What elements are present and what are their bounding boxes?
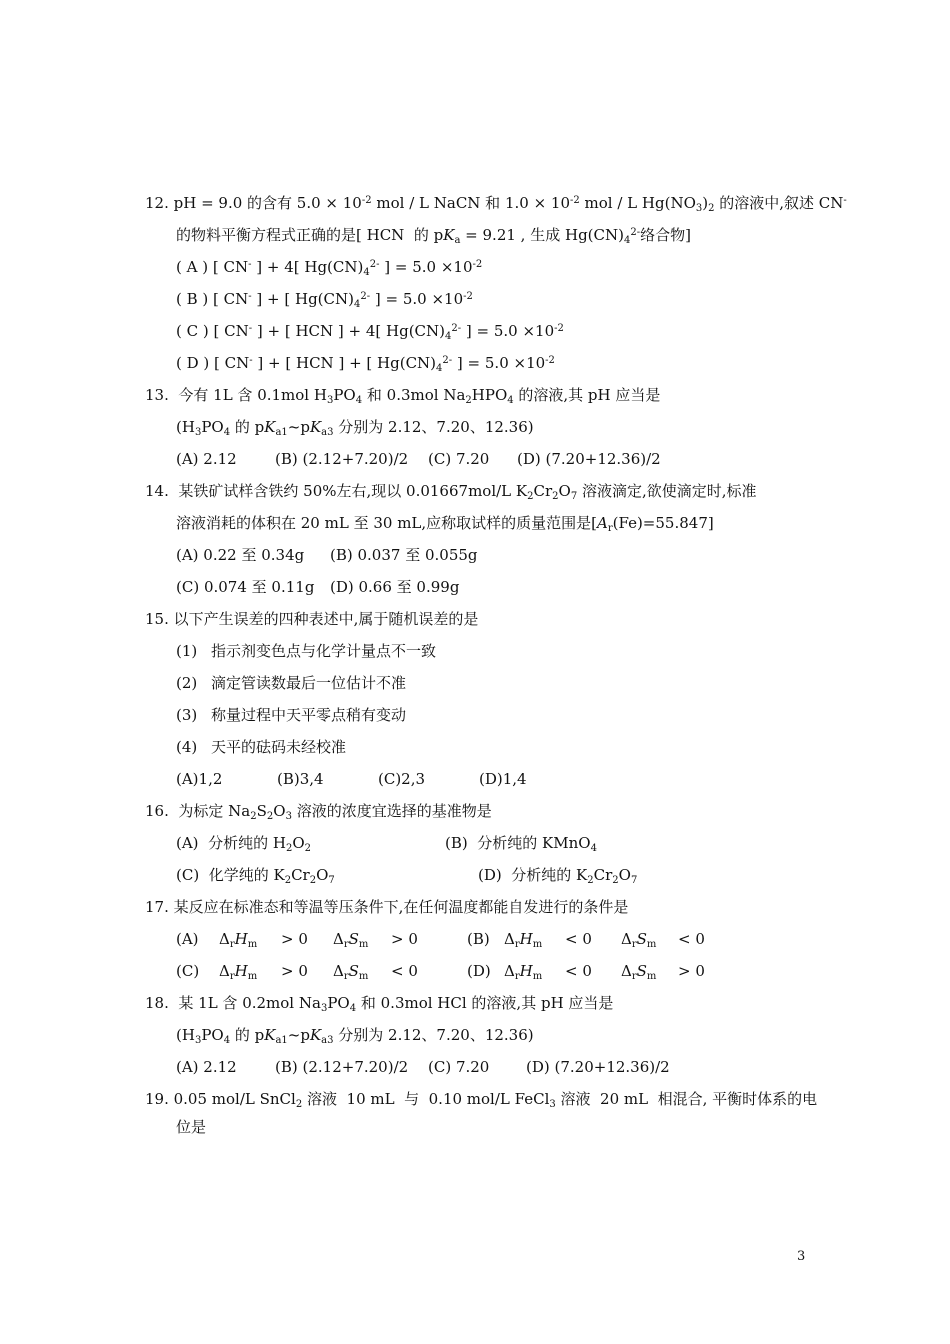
q12-option-d: ( D ) [ CN- ] + [ HCN ] + [ $Hg(CN)_4^{2-}$ ] = $5.0 \times 10^{-2}$ [176,354,555,374]
q15-options [0,769,950,789]
q17-option-b-dh-sign: < 0 [565,930,592,948]
q13-option-c: (C) 7.20 [428,450,490,468]
q15-item-2 [0,673,950,693]
q18-line1: 18. 某 1L 含 0.2mol $Na_3PO_4$ 和 0.3mol HCl 的溶液,其 pH 应当是 [145,994,614,1014]
q12-option-c: ( C ) [ CN- ] + [ HCN ] + 4[ $Hg(CN)_4^{2-}$ ] = $5.0 \times 10^{-2}$ [176,322,564,342]
q15-option-d: (D)1,4 [479,770,527,788]
q17-options-row1 [0,929,950,949]
q18-options [0,1057,950,1077]
q17-option-c-dh-sign: > 0 [281,962,308,980]
q15-item-3 [0,705,950,725]
q16-options-row1 [0,833,950,853]
q15-option-a: (A)1,2 [176,770,223,788]
q17-option-b-dh: $\Delta_rH_m$ [504,930,543,950]
q17-option-b-label: (B) [467,930,490,948]
q17-option-d-label: (D) [467,962,491,980]
q17-option-a-ds-sign: > 0 [391,930,418,948]
q17-option-a-label: (A) [176,930,199,948]
q14-option-b: (B) 0.037 至 0.055g [330,546,478,564]
q14-option-c: (C) 0.074 至 0.11g [176,578,315,596]
q17-option-b-ds-sign: < 0 [678,930,705,948]
q17-option-d-dh-sign: < 0 [565,962,592,980]
q16-line1: 16. 为标定 $Na_2S_2O_3$ 溶液的浓度宜选择的基准物是 [145,802,492,822]
q16-option-b: (B) 分析纯的 KMnO$_4$ [445,834,597,854]
q15-line1: 15. 以下产生误差的四种表述中,属于随机误差的是 [145,610,479,628]
q17-option-d-ds: $\Delta_rS_m$ [621,962,657,982]
q17-line1: 17. 某反应在标准态和等温等压条件下,在任何温度都能自发进行的条件是 [145,898,629,916]
q14-options-row1 [0,545,950,565]
q17-option-a-dh-sign: > 0 [281,930,308,948]
q13-option-d: (D) (7.20+12.36)/2 [517,450,661,468]
q18-line2: ($H_3PO_4$ 的 $pK_{a1}\sim pK_{a3}$ 分别为 2.12、7.20、12.36) [176,1026,534,1046]
q16-options-row2 [0,865,950,885]
q16-option-a: (A) 分析纯的 $H_2O_2$ [176,834,311,854]
page-number: 3 [797,1249,806,1264]
q12-option-a: ( A ) [ CN- ] + 4[ $Hg(CN)_4^{2-}$ ] = $5.0 \times 10^{-2}$ [176,258,483,278]
q15-item-text: 天平的砝码未经校准 [211,738,347,756]
q14-line1: 14. 某铁矿试样含铁约 50%左右,现以 0.01667mol/L $K_2Cr_2O_7$ 溶液滴定,欲使滴定时,标准 [145,482,757,502]
q18-option-b: (B) (2.12+7.20)/2 [275,1058,409,1076]
q12-option-b: ( B ) [ CN- ] + [ $Hg(CN)_4^{2-}$ ] = $5.0 \times 10^{-2}$ [176,290,473,310]
q12-line1: 12. pH = 9.0 的含有 $5.0 \times 10^{-2}$ mol / L NaCN 和 $1.0 \times 10^{-2}$ mol / L $Hg(NO_3)_2$ 的溶液中,叙述 CN- [145,194,847,214]
q16-option-d: (D) 分析纯的 $K_2Cr_2O_7$ [478,866,638,886]
q16-option-c: (C) 化学纯的 $K_2Cr_2O_7$ [176,866,335,886]
q13-line1: 13. 今有 1L 含 0.1mol $H_3PO_4$ 和 0.3mol $Na_2HPO_4$ 的溶液,其 pH 应当是 [145,386,661,406]
q15-item-text: 指示剂变色点与化学计量点不一致 [211,642,437,660]
q15-item-text: 称量过程中天平零点稍有变动 [211,706,407,724]
q15-item-4 [0,737,950,757]
q15-item-num: (4) [176,738,198,756]
q17-option-d-ds-sign: > 0 [678,962,705,980]
q14-line2: 溶液消耗的体积在 20 mL 至 30 mL,应称取试样的质量范围是$[A_r(Fe)=55.847]$ [176,514,714,534]
q14-option-d: (D) 0.66 至 0.99g [330,578,460,596]
q17-option-d-dh: $\Delta_rH_m$ [504,962,543,982]
q15-item-num: (2) [176,674,198,692]
q13-option-b: (B) (2.12+7.20)/2 [275,450,409,468]
q15-item-text: 滴定管读数最后一位估计不准 [211,674,407,692]
q15-item-num: (3) [176,706,198,724]
q18-option-a: (A) 2.12 [176,1058,237,1076]
q13-line2: ($H_3PO_4$ 的 $pK_{a1}\sim pK_{a3}$ 分别为 2.12、7.20、12.36) [176,418,534,438]
q17-option-b-ds: $\Delta_rS_m$ [621,930,657,950]
q19-line2: 位是 [176,1118,207,1136]
q12-line2: 的物料平衡方程式正确的是[ HCN 的 $pK_a = 9.21$ , 生成 $Hg(CN)_4^{2-}$络合物] [176,226,691,246]
q15-option-b: (B)3,4 [277,770,324,788]
q15-item-num: (1) [176,642,198,660]
q14-options-row2 [0,577,950,597]
q19-line1: 19. 0.05 mol/L SnCl$_2$ 溶液 10 mL 与 0.10 mol/L FeCl$_3$ 溶液 20 mL 相混合, 平衡时体系的电 [145,1090,818,1110]
q17-option-c-label: (C) [176,962,200,980]
q17-option-a-ds: $\Delta_rS_m$ [333,930,369,950]
q15-option-c: (C)2,3 [378,770,426,788]
q17-options-row2 [0,961,950,981]
q17-option-c-ds-sign: < 0 [391,962,418,980]
q17-option-c-dh: $\Delta_rH_m$ [219,962,258,982]
q18-option-c: (C) 7.20 [428,1058,490,1076]
q14-option-a: (A) 0.22 至 0.34g [176,546,305,564]
q17-option-c-ds: $\Delta_rS_m$ [333,962,369,982]
q13-option-a: (A) 2.12 [176,450,237,468]
q13-options [0,449,950,469]
q18-option-d: (D) (7.20+12.36)/2 [526,1058,670,1076]
q17-option-a-dh: $\Delta_rH_m$ [219,930,258,950]
q15-item-1 [0,641,950,661]
